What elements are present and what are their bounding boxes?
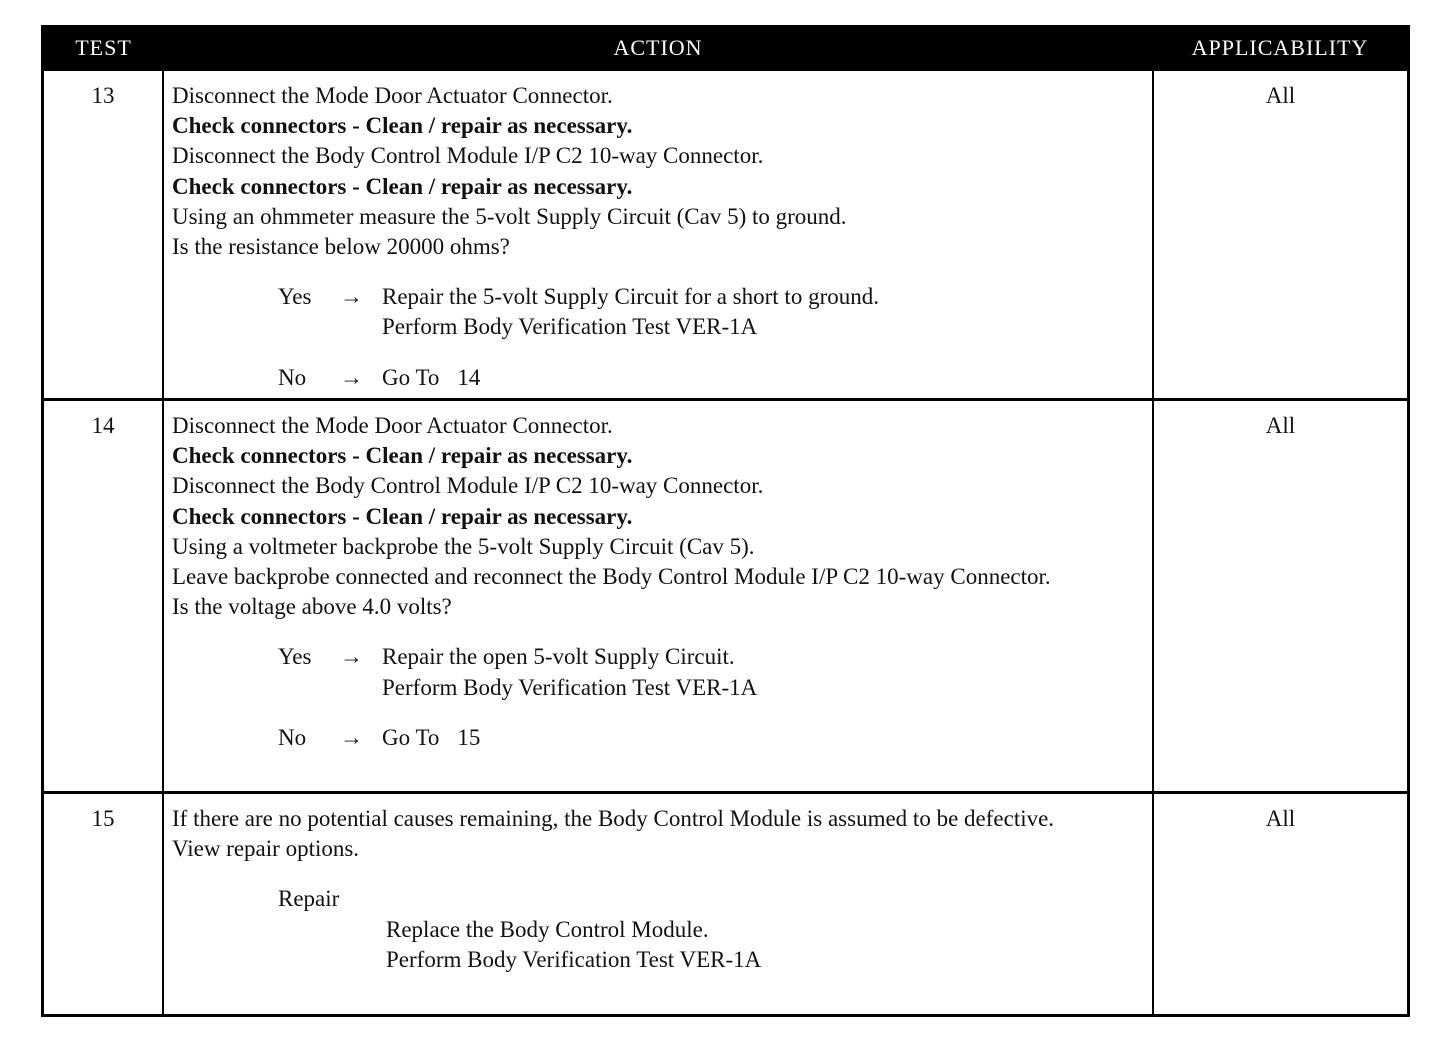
yes-label: Yes <box>278 644 312 670</box>
yes-action-line: Repair the 5-volt Supply Circuit for a short to ground. <box>382 284 879 310</box>
table-row <box>44 793 1407 1015</box>
action-line: If there are no potential causes remaining, the Body Control Module is assumed to be defective. <box>172 806 1055 831</box>
arrow-icon: → <box>340 724 363 750</box>
column-header-applicability: APPLICABILITY <box>1153 28 1407 70</box>
table-header-row <box>44 28 1407 70</box>
action-line: Using an ohmmeter measure the 5-volt Supply Circuit (Cav 5) to ground. <box>172 203 847 229</box>
action-cell <box>163 793 1153 1015</box>
applicability-value: All <box>1153 70 1407 400</box>
yes-branch <box>278 642 1146 702</box>
no-label: No <box>278 724 307 750</box>
action-line: Disconnect the Mode Door Actuator Connector. <box>172 413 613 438</box>
yes-branch <box>278 282 1146 342</box>
arrow-icon: → <box>340 364 363 390</box>
action-line: Disconnect the Body Control Module I/P C2 10-way Connector. <box>172 473 764 499</box>
goto-label: Go To <box>382 364 440 390</box>
repair-action-line: Replace the Body Control Module. <box>386 916 709 942</box>
action-cell <box>163 400 1153 793</box>
no-label: No <box>278 364 307 390</box>
yes-label: Yes <box>278 284 312 310</box>
diagnostic-table-sheet <box>41 25 1410 1017</box>
arrow-icon: → <box>340 644 363 670</box>
action-line-bold: Check connectors - Clean / repair as necessary. <box>172 503 633 529</box>
action-line-bold: Check connectors - Clean / repair as necessary. <box>172 173 633 199</box>
goto-label: Go To <box>382 724 440 750</box>
action-cell <box>163 70 1153 400</box>
action-line: Disconnect the Mode Door Actuator Connector. <box>172 83 613 108</box>
yes-action-line: Perform Body Verification Test VER-1A <box>382 674 758 700</box>
action-line: Using a voltmeter backprobe the 5-volt Supply Circuit (Cav 5). <box>172 533 755 559</box>
action-question: Is the resistance below 20000 ohms? <box>172 234 510 260</box>
column-header-test: TEST <box>44 28 163 70</box>
yes-action-line: Perform Body Verification Test VER-1A <box>382 314 758 340</box>
action-line-bold: Check connectors - Clean / repair as necessary. <box>172 113 633 139</box>
table-row <box>44 400 1407 793</box>
action-line: View repair options. <box>172 836 360 862</box>
column-header-action: ACTION <box>163 28 1153 70</box>
goto-link[interactable] <box>382 363 1146 393</box>
arrow-icon: → <box>340 284 363 310</box>
test-number: 14 <box>44 400 163 793</box>
goto-test-number: 15 <box>457 724 481 750</box>
action-line-bold: Check connectors - Clean / repair as necessary. <box>172 443 633 469</box>
diagnostic-table <box>44 28 1407 1014</box>
no-branch <box>278 723 1146 753</box>
applicability-value: All <box>1153 793 1407 1015</box>
test-number: 15 <box>44 793 163 1015</box>
applicability-value: All <box>1153 400 1407 793</box>
test-number: 13 <box>44 70 163 400</box>
repair-action-line: Perform Body Verification Test VER-1A <box>386 946 762 972</box>
table-row <box>44 70 1407 400</box>
no-branch <box>278 363 1146 393</box>
yes-action-line: Repair the open 5-volt Supply Circuit. <box>382 644 735 670</box>
repair-label: Repair <box>278 886 340 912</box>
action-line: Disconnect the Body Control Module I/P C2 10-way Connector. <box>172 143 764 169</box>
action-question: Is the voltage above 4.0 volts? <box>172 594 452 620</box>
goto-test-number: 14 <box>457 364 481 390</box>
action-line: Leave backprobe connected and reconnect the Body Control Module I/P C2 10-way Connector. <box>172 564 1051 590</box>
goto-link[interactable] <box>382 723 1146 753</box>
